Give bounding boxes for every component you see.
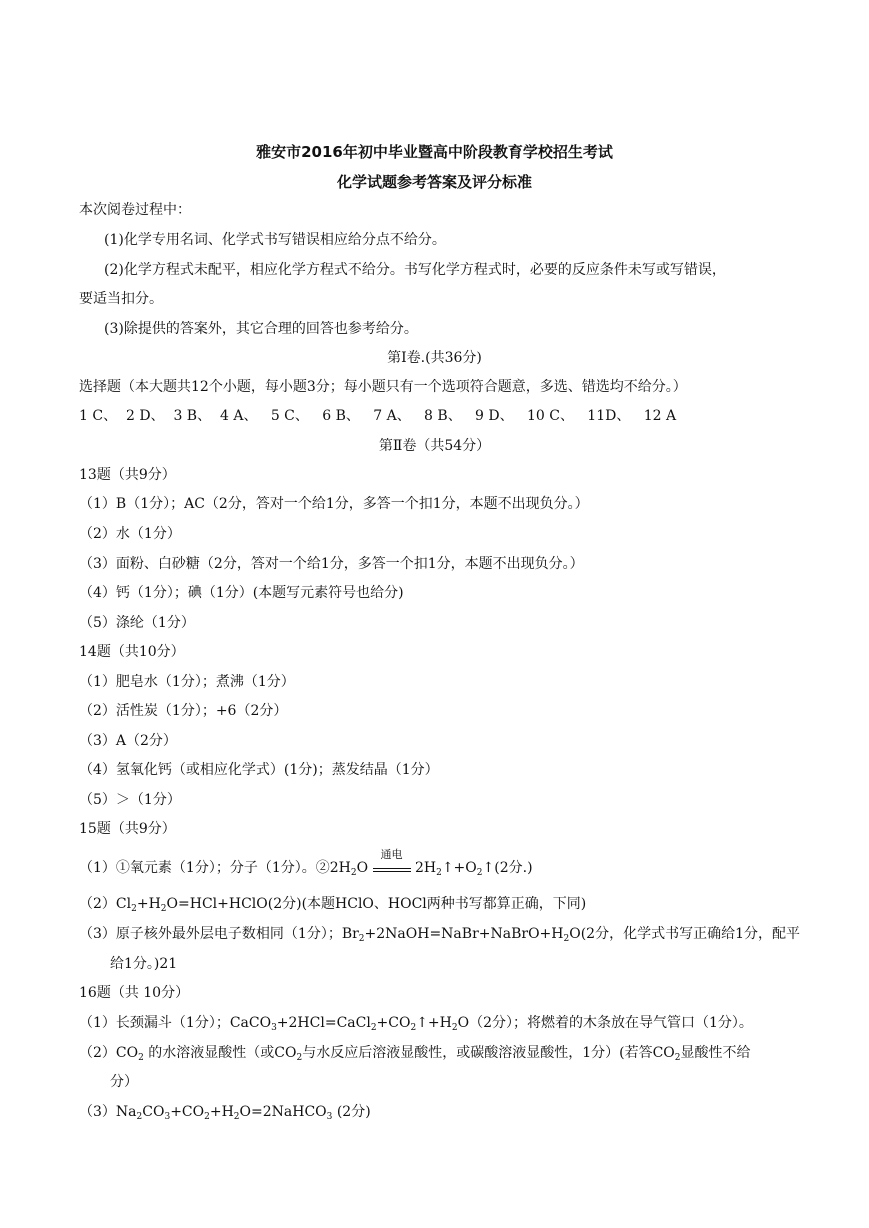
intro-lead: 本次阅卷过程中： xyxy=(79,202,191,218)
q16-answer-1: （1）长颈漏斗（1分）；$CaCO_3+2HCl=CaCl_2+CO_2↑+H_2O(2$分）；将燃着的木条放在导气管口（1分）。 xyxy=(79,1015,753,1033)
q13-answer-1: （1）B（1分）；AC（2分，答对一个给1分，多答一个扣1分，本题不出现负分。） xyxy=(79,496,589,512)
q14-answer-3: （3）A（2分） xyxy=(79,733,177,749)
q13-title: 13题（共9分） xyxy=(79,467,176,483)
rule-1: (1)化学专用名词、化学式书写错误相应给分点不给分。 xyxy=(104,232,446,248)
document-subtitle: 化学试题参考答案及评分标准 xyxy=(336,173,532,191)
q16-answer-3: $(3)Na_2CO_3+CO_2+H_2O=2NaHCO_3$ (2分) xyxy=(79,1104,371,1122)
part1-description: 选择题（本大题共12个小题，每小题3分；每小题只有一个选项符合题意，多选、错选均不给分。） xyxy=(79,379,687,395)
q16-title: 16题（共 10分） xyxy=(79,985,190,1001)
part1-heading: 第Ⅰ卷.(共36分) xyxy=(387,350,482,366)
q14-title: 14题（共10分） xyxy=(79,644,185,660)
exam-title: 雅安市2016年初中毕业暨高中阶段教育学校招生考试 xyxy=(256,143,613,161)
part2-heading: 第Ⅱ卷（共54分） xyxy=(378,438,491,454)
rule-2-line-2: 要适当扣分。 xyxy=(79,291,163,307)
rule-3: (3)除提供的答案外，其它合理的回答也参考给分。 xyxy=(104,321,418,337)
q14-answer-4: （4）氢氧化钙（或相应化学式）(1分)；蒸发结晶（1分） xyxy=(79,762,439,778)
q14-answer-1: （1）肥皂水（1分）；煮沸（1分） xyxy=(79,674,295,690)
q13-answer-2: （2）水（1分） xyxy=(79,526,181,542)
reaction-condition-arrow: 通电 xyxy=(373,860,411,872)
q15-answer-3: （3）原子核外最外层电子数相同（1分）；$Br_2+2NaOH=NaBr+NaBrO+H_2O(2$分，化学式书写正确给1分，配平 xyxy=(79,926,800,944)
part1-answers: 1 C、 2 D、 3 B、 4 A、 5 C、 6 B、 7 A、 8 B、 9 D、 10 C、 11D、 12 A xyxy=(79,408,677,424)
q14-answer-2: （2）活性炭（1分）；+6（2分） xyxy=(79,703,288,719)
q13-answer-4: （4）钙（1分）；碘（1分）(本题写元素符号也给分) xyxy=(79,585,404,601)
rule-2-line-1: (2)化学方程式未配平，相应化学方程式不给分。书写化学方程式时，必要的反应条件未写或写错误， xyxy=(104,262,726,278)
q15-answer-2: $(2)Cl_2+H_2O=HCl+HClO(2$分)(本题HClO、HOCl两种书写都算正确，下同) xyxy=(79,896,587,914)
q13-answer-3: （3）面粉、白砂糖（2分，答对一个给1分，多答一个扣1分，本题不出现负分。） xyxy=(79,556,584,572)
q13-answer-5: （5）涤纶（1分） xyxy=(79,615,195,631)
q16-answer-2: $(2)CO_2$ 的水溶液显酸性（或$CO_2$与水反应后溶液显酸性，或碳酸溶液显酸性，1分）(若答$CO_2$显酸性不给 xyxy=(79,1045,751,1063)
q16-answer-2-cont: 分） xyxy=(110,1074,138,1090)
q14-answer-5: （5）＞（1分） xyxy=(79,792,181,808)
q15-title: 15题（共9分） xyxy=(79,821,176,837)
q15-answer-1: （1）①氧元素（1分）；分子（1分）。$②2H_2O$ 通电 $2H_2↑+O_2↑(2$分.) xyxy=(79,848,533,878)
q15-answer-3-cont: 给1分。)21 xyxy=(110,956,178,972)
